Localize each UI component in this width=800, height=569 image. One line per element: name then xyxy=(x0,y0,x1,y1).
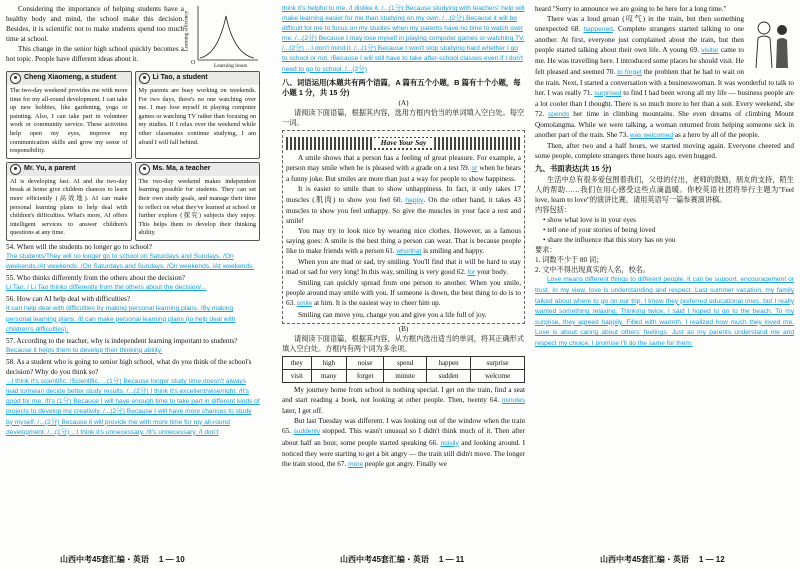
passage-b-para-5: Then, after two and a half hours, we started moving again. Everyone cheered and some people, complete strangers three hours ago, even hugged. xyxy=(535,142,794,161)
passage-a-para-2: It is easier to smile than to show unhappiness. In fact, it only takes 17 muscles (肌肉) to show you feel 60. happy. On the other hand, it takes 43 muscles to show you feel unhappy. So give the muscles in your face a rest and smile! xyxy=(286,185,521,225)
opinion-card-cheng: Cheng Xiaomeng, a student The two-day weekend provides me with more time for my all-round development. I can take up new hobbies, like gardening, yoga or painting. Also, I can take part in volunteer work or community service. These activities help open my eyes, improve my communication skills and grow my sense of responsibility. xyxy=(6,71,132,159)
answer-58-continued: think it's helpful to me. /I dislike it. /...(1分) Because studying with teachers' help will make learning easier for me than studying on my own. /...(2分) Because it will be difficult for me to focus on my studies when my parents have no time to watch over me. /...(2分) Because I may lose myself in playing computer games or watching TV. /...(2分) ...I don't mind it. /...(1分) Because I won't stop studying hard whether I go to school or not. /Because I will still have to take after-school classes even if I don't need to go to school. /...(2分) xyxy=(282,5,525,73)
chart-ylabel: Learning efficiency xyxy=(183,10,190,52)
passage-a-instructions: 请阅读下面语篇，根据其内容，选用方框内恰当的单词填入空白处。每空一词。 xyxy=(282,108,525,128)
answer-57: Because it helps them to develop their thinking ability. xyxy=(6,346,163,354)
passage-a-para-3: You may try to look nice by wearing nice clothes. However, as a famous saying goes: A smile is the best thing a person can wear. That is because people like to make friends with a person 61. who/that is smiling and happy. xyxy=(286,226,521,255)
passage-b-para-2: But last Tuesday was different. I was looking out of the window when the train 65. suddenly stopped. This wasn't unusual so I didn't think much of it. Then after about half an hour, some people started speaking 66. noisily and looking around. I noticed they were starting to get a bit angry — the train still didn't move. The longer the train stood, the 67. more people got angry. Finally we xyxy=(282,417,525,468)
requirements-2-title: 要求： xyxy=(535,246,557,255)
intro-paragraph-1: Considering the importance of helping students have a healthy body and mind, the school make this decision. Besides, it is scientific not to make students spend too much time at school. xyxy=(6,5,184,44)
passage-b-para-1: My journey home from school is nothing special. I get on the train, find a seat and start reading a book, not looking at other people. Then, twenty 64. minutes later, I get off. xyxy=(282,386,525,416)
opinion-card-yu: Mr. Yu, a parent AI is developing fast. AI and the two-day break at home give children chances to learn more efficiently (高效地). AI can make personal learning plans to help deal with children's difficulties. What's more, AI offers intelligent services to answer children's questions at any time. xyxy=(6,162,132,241)
chart-xlabel: Learning hours xyxy=(214,63,248,69)
question-58: 58. As a student who is going to senior high school, what do you think of the school's decision? Why do you think so? xyxy=(6,357,252,377)
opinion-card-litao: Li Tao, a student My parents are busy working on weekends. For two days, there's no one watching over me. I may lose myself in playing computer games or watching TV rather than focusing on my studies. If I relax over the weekend while other classmates continue studying, I am afraid I will fall behind. xyxy=(135,71,261,159)
avatar xyxy=(10,73,21,84)
train-illustration xyxy=(748,16,794,70)
question-55: 55. Who thinks differently from the others about the decision? xyxy=(6,274,185,283)
passage-banner: Have Your Say xyxy=(286,137,521,150)
section-8-heading: 八、词语运用(本题共有两个语篇，A 篇有五个小题，B 篇有十个小题，每小题 1 分，共 15 分) xyxy=(282,77,521,97)
avatar xyxy=(10,164,21,175)
passage-b-para-3: heard "Sorry to announce we are going to be here for a long time." xyxy=(535,5,727,13)
passage-b-para-4: There was a loud groan (叹气) in the train, but then something unexpected 68. happened. Complete strangers started talking to one another. At first, everyone just complained about the train, but then people started talking about their own life. A young 69. visitor came to me. He was travelling here. I introduced some places he should visit. He felt pleased and seemed 70. to forget the problem that he had to wait on the train. Next, I started a conversation with a businesswoman. It was wonderful to talk to her. I was really 71. surprised to find I had been wrong all my life — business people are a lot cooler than I thought. There is so much more to her than a suit. Every weekend, she 72. spends her time in climbing mountains. She even dreams of climbing Mount Qomolangma. While we were talking, a woman returned from helping someone sick in another part of the train. She 73. was welcomed as a hero by all of the people. xyxy=(535,15,795,140)
question-54: 54. When will the students no longer go to school? xyxy=(6,242,152,251)
requirements-title: 内容包括： xyxy=(535,205,571,214)
bullet-1: • show what love is in your eyes xyxy=(543,215,636,224)
learning-efficiency-chart xyxy=(183,4,260,69)
question-57: 57. According to the teacher, why is independent learning important to students? xyxy=(6,336,238,345)
section-9-heading: 九、书面表达(共 15 分) xyxy=(535,164,612,174)
requirement-no-names: 2. 文中不得出现真实的人名，校名。 xyxy=(535,266,651,275)
model-essay: Love means different things to different people. It can be support, encouragement or trust. In my view, love is understanding and respect. Last summer vacation, my family talked about where to go on our trip. I knew they preferred educational ones, but I really wanted something relaxing. Thinking twice, I said I hoped to go to the beach. To my surprise, they agreed happily. Filled with warmth, I realized how much they loved me. Love is about caring about others' feelings. Just as my parents understand me and respect my choice, I promise I'll do the same for them. xyxy=(535,276,794,347)
footer-page-11: 山西中考45套汇编・英语 1 — 11 xyxy=(340,555,465,564)
passage-a-box xyxy=(282,130,525,324)
page-10-column xyxy=(6,4,260,438)
footer-page-12: 山西中考45套汇编・英语 1 — 12 xyxy=(600,555,725,564)
answer-56: It can help deal with difficulties by making personal learning plans. /By making personal learning plans. /It can make personal learning plans (to help deal with children's difficulties). xyxy=(6,305,236,333)
word-box: they high noise spend happen surprise visit many forget minute sudden welcome xyxy=(282,356,525,383)
bullet-2: • tell one of your stories of being loved xyxy=(543,225,656,234)
question-56: 56. How can AI help deal with difficulties? xyxy=(6,295,131,304)
opinion-card-ma: Ms. Ma, a teacher The two-day weekend makes independent learning possible for students. They can set their own study goals, and manage their time to reflect on what they've learned at school or further explore (探究) subjects they enjoy. This helps them to develop their thinking ability. xyxy=(135,162,261,241)
passage-b-label: (B) xyxy=(398,324,409,333)
passage-a-label: (A) xyxy=(398,98,409,107)
page-12-column xyxy=(535,4,794,350)
writing-prompt: 生活中总有很多爱包围着我们，父母的付出，老师的鼓励，朋友的支持，陌生人的帮助……我们在用心感受这些点滴温暖。你校英语社团将举行主题为"Feel love, learn to love"的演讲比赛，请用英语写一篇参赛演讲稿。 xyxy=(535,175,794,204)
avatar xyxy=(139,73,150,84)
chart-origin: O xyxy=(191,60,196,66)
footer-page-10: 山西中考45套汇编・英语 1 — 10 xyxy=(60,555,185,564)
passage-a-para-4: When you are mad or sad, try smiling. You'll find that it will be hard to stay mad or sad for very long! In this way, smiling is very good 62. for your body. xyxy=(286,258,521,277)
answer-58: ...I think it's scientific. /Scientific. ...(1分) Because longer study time doesn't always lead to/mean decide better study results. /...(2分) I think it's excellent/wise/right. /It's good for me. /It's (1分) Because I will have enough time to take part in different kinds of projects to develop my creativity. /...(2分) Because I will have more chances to study by myself. /...(2分) Because it will provide me with more time for my all-round development. /...(1分) ...I think it's unnecessary. /It's unnecessary. /I don't xyxy=(6,378,260,436)
answer-54: The students/They will no longer go to school on Saturdays and Sundays. /On weekends./At weekends. /On Saturdays and Sundays. /On weekends. /At weekends. xyxy=(6,253,255,271)
passage-a-para-6: Smiling can move you, change you and give you a life full of joy. xyxy=(298,310,487,319)
passage-a-para-5: Smiling can quickly spread from one person to another. When you smile, people around may smile with you. If someone is down, the best thing to do is to 63. smile at him. It is the easiest way to cheer him up. xyxy=(286,279,521,308)
intro-paragraph-2: This change in the senior high school quickly becomes a hot topic. People have different ideas about it. xyxy=(6,45,184,64)
passage-a-para-1: A smile shows that a person has a feeling of great pleasure. For example, a person may smile when he is pleased with a grade on a test 59. or when he hears a funny joke. But smiles are more than just a way for people to show happiness. xyxy=(286,154,521,184)
requirement-word-count: 1. 词数不少于 80 词； xyxy=(535,256,604,265)
passage-b-instructions: 请阅读下面语篇，根据其内容，从方框内选出适当的单词，将其正确形式填入空白处。方框内有两个词为多余项。 xyxy=(282,334,525,353)
bullet-3: • share the influence that this story has on you xyxy=(543,236,676,245)
avatar xyxy=(139,164,150,175)
answer-55: Li Tao. / Li Tao thinks differently from the others about the decision/... xyxy=(6,284,207,292)
page-11-column xyxy=(282,4,525,470)
